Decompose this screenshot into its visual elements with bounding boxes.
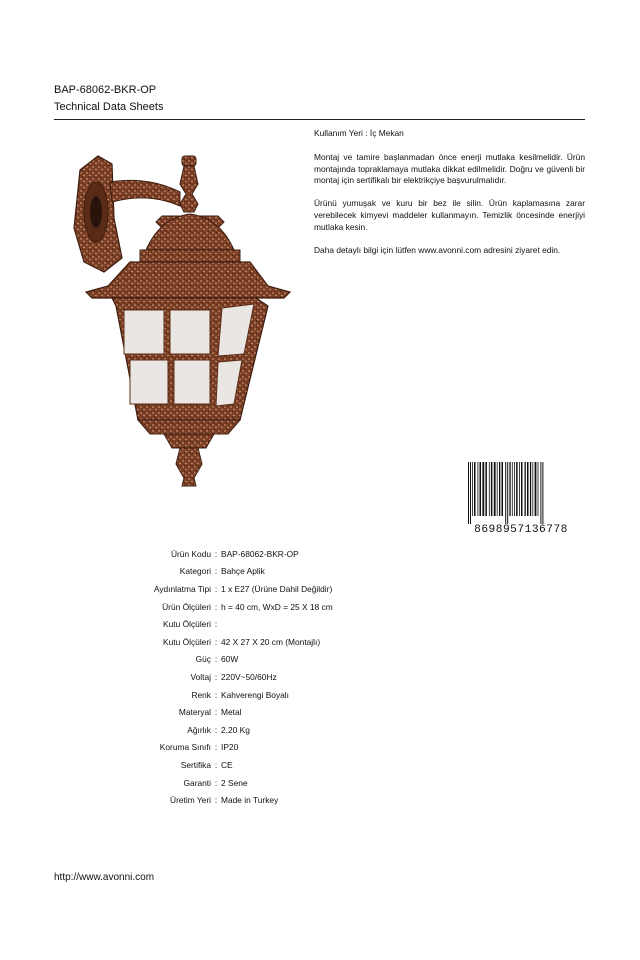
- spec-label: Üretim Yeri: [170, 795, 211, 806]
- spec-label: Koruma Sınıfı: [159, 742, 211, 753]
- barcode-bar: [494, 462, 496, 516]
- spec-row: [56, 545, 456, 563]
- spec-row: [56, 598, 456, 616]
- spec-row: [56, 563, 456, 581]
- barcode-bar: [491, 462, 493, 516]
- spec-row: [56, 686, 456, 704]
- barcode-bar: [540, 462, 541, 524]
- barcode-bars: [468, 462, 543, 524]
- spec-value: Metal: [221, 707, 242, 718]
- barcode-bar: [535, 462, 537, 516]
- spec-value: Made in Turkey: [221, 795, 279, 806]
- spec-value: h = 40 cm, WxD = 25 X 18 cm: [221, 601, 333, 612]
- barcode-bar: [480, 462, 482, 516]
- spec-label: Ürün Ölçüleri: [162, 601, 211, 612]
- mounting-warning: Montaj ve tamire başlanmadan önce enerji mutlaka kesilmelidir. Ürün montajında topraklamaya mutlaka dikkat edilmelidir. Doğru ve güvenli bir montaj için sertifikalı bir elektrikçiye başvurulmalıdır.: [314, 151, 585, 186]
- spec-label: Kategori: [179, 566, 211, 577]
- barcode-bar: [525, 462, 526, 516]
- barcode-bar: [530, 462, 531, 516]
- spec-label: Güç: [195, 654, 211, 665]
- spec-label: Ağırlık: [187, 724, 211, 735]
- footer-website-link[interactable]: http://www.avonni.com: [54, 872, 155, 883]
- barcode-bar: [474, 462, 476, 516]
- barcode-bar: [532, 462, 533, 516]
- spec-label: Kutu Ölçüleri: [163, 619, 211, 630]
- spec-label: Materyal: [178, 707, 211, 718]
- product-info-text: [314, 128, 585, 267]
- barcode-bar: [468, 462, 469, 524]
- spec-separator: :: [214, 707, 218, 718]
- spec-row: [56, 721, 456, 739]
- barcode-bar: [512, 462, 513, 516]
- barcode-bar: [499, 462, 500, 516]
- barcode-bar: [505, 462, 506, 524]
- spec-label: Aydınlatma Tipi: [153, 583, 211, 594]
- spec-value: Bahçe Aplik: [221, 566, 265, 577]
- spec-value: 2.20 Kg: [221, 724, 250, 735]
- spec-value: 1 x E27 (Ürüne Dahil Değildir): [221, 583, 333, 594]
- spec-separator: :: [214, 548, 218, 559]
- spec-label: Ürün Kodu: [170, 548, 211, 559]
- spec-label: Sertifika: [180, 759, 211, 770]
- cleaning-instructions: Ürünü yumuşak ve kuru bir bez ile silin. Ürün kaplamasına zarar verebilecek kimyevi maddeler kullanmayın. Temizlik öncesinde enerjiyi mutlaka kesin.: [314, 198, 585, 232]
- barcode-bar: [489, 462, 490, 516]
- spec-row: [56, 615, 456, 633]
- barcode-bar: [516, 462, 518, 516]
- barcode-bar: [509, 462, 510, 516]
- barcode-bar: [527, 462, 529, 516]
- spec-value: 2 Sene: [221, 777, 248, 788]
- barcode-bar: [472, 462, 473, 516]
- barcode-bar: [502, 462, 504, 516]
- spec-row: [56, 633, 456, 651]
- lantern-product-image: [68, 148, 298, 493]
- barcode-bar: [478, 462, 479, 516]
- spec-separator: :: [214, 636, 218, 647]
- spec-separator: :: [214, 583, 218, 594]
- spec-table: [56, 545, 456, 809]
- spec-separator: :: [214, 724, 218, 735]
- spec-separator: :: [214, 777, 218, 788]
- spec-separator: :: [214, 566, 218, 577]
- spec-row: [56, 756, 456, 774]
- spec-label: Garanti: [183, 777, 211, 788]
- spec-label: Voltaj: [190, 671, 211, 682]
- spec-separator: :: [214, 601, 218, 612]
- spec-row: [56, 703, 456, 721]
- spec-separator: :: [214, 742, 218, 753]
- spec-label: Renk: [191, 689, 211, 700]
- spec-label: Kutu Ölçüleri: [163, 636, 211, 647]
- spec-row: [56, 580, 456, 598]
- spec-value: 42 X 27 X 20 cm (Montajlı): [221, 636, 321, 647]
- document-subtitle: Technical Data Sheets: [54, 101, 164, 113]
- spec-separator: :: [214, 759, 218, 770]
- spec-separator: :: [214, 654, 218, 665]
- barcode-bar: [507, 462, 508, 524]
- spec-value: 220V~50/60Hz: [221, 671, 277, 682]
- barcode: [458, 460, 584, 534]
- more-info-note: Daha detaylı bilgi için lütfen www.avonni.com adresini ziyaret edin.: [314, 244, 561, 255]
- barcode-bar: [482, 462, 484, 516]
- header-divider: [54, 119, 585, 120]
- barcode-number: 8698957136778: [474, 524, 568, 534]
- spec-separator: :: [214, 689, 218, 700]
- spec-row: [56, 791, 456, 809]
- spec-separator: :: [214, 795, 218, 806]
- spec-value: IP20: [221, 742, 239, 753]
- spec-value: BAP-68062-BKR-OP: [221, 548, 299, 559]
- spec-row: [56, 651, 456, 669]
- barcode-bar: [519, 462, 520, 516]
- barcode-bar: [521, 462, 523, 516]
- barcode-bar: [497, 462, 498, 516]
- barcode-bar: [514, 462, 515, 516]
- barcode-bar: [538, 462, 539, 516]
- spec-value: Kahverengi Boyalı: [221, 689, 289, 700]
- barcode-bar: [470, 462, 471, 524]
- product-code-title: BAP-68062-BKR-OP: [54, 84, 157, 96]
- spec-row: [56, 668, 456, 686]
- document-header: [54, 84, 585, 120]
- spec-value: 60W: [221, 654, 239, 665]
- spec-row: [56, 739, 456, 757]
- barcode-bar: [485, 462, 487, 516]
- spec-separator: :: [214, 671, 218, 682]
- barcode-bar: [542, 462, 543, 524]
- spec-value: CE: [221, 759, 233, 770]
- usage-location: Kullanım Yeri : İç Mekan: [314, 128, 404, 138]
- spec-row: [56, 774, 456, 792]
- spec-separator: :: [214, 619, 218, 630]
